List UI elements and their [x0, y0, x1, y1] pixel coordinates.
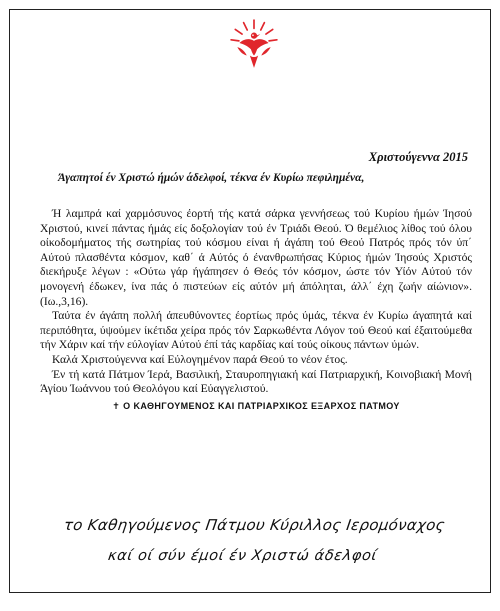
letter-body — [40, 207, 472, 413]
office-title: Ο ΚΑΘΗΓΟΥΜΕΝΟΣ ΚΑΙ ΠΑΤΡΙΑΡΧΙΚΟΣ ΕΞΑΡΧΟΣ ΠΑΤΜΟΥ — [123, 400, 400, 411]
letter-date: Χριστούγεννα 2015 — [368, 150, 468, 164]
paragraph-monastery: Έν τή κατά Πάτμον Ίερά, Βασιλική, Σταυροπηγιακή καί Πατριαρχική, Κοινοβιακή Μονή Άγίου Ίωάννου τού Θεολόγου καί Εύαγγελιστού. — [40, 367, 472, 396]
office-line — [40, 399, 472, 414]
paragraph-nativity: Ή λαμπρά καί χαρμόσυνος έορτή τής κατά σάρκα γεννήσεως τού Κυρίου ήμών Ίησού Χριστού, κινεί πάντας ήμάς είς δοξολογίαν τού έν Τριάδι Θεού. Ό θεμέλιος λίθος τού όλου οίκοδομήματος τής σωτηρίας τού κόσμου είναι ή άγάπη τού Θεού Πατρός πρός τόν ύπ΄ Αύτού πλασθέντα κόσμον, καθ΄ ά Αύτός ό ένανθρωπήσας Κύριος ήμών Ίησούς Χριστός διεκήρυξε λέγων : «Ούτω γάρ ήγάπησεν ό Θεός τόν κόσμον, ώστε τόν Υίόν Αύτού τόν μονογενή έδωκεν, ίνα πάς ό πιστεύων είς αύτόν μή άπόληται, άλλ΄ έχη ζωήν αίώνιον». (Ιω.,3,16). — [40, 207, 472, 308]
cross-icon: ✝ — [112, 400, 121, 411]
paragraph-wishes: Καλά Χριστούγεννα καί Εύλογημένον παρά Θεού το νέον έτος. — [52, 352, 348, 366]
letter-greeting: Άγαπητοί έν Χριστώ ήμών άδελφοί, τέκνα έν Κυρίω πεφιλημένα, — [58, 172, 365, 184]
handwritten-signature-brothers: καί οί σύν έμοί έν Χριστώ άδελφοί — [106, 548, 379, 564]
letter-page — [9, 9, 491, 593]
paragraph-blessing: Ταύτα έν άγάπη πολλή άπευθύνοντες έορτίως πρός ύμάς, τέκνα έν Κυρίω άγαπητά καί περιπόθητα, ύψούμεν ίκέτιδα χείρα πρός τόν Σαρκωθέντα Λόγον τού Θεού καί έξαιτούμεθα τήν Χάριν καί τήν εύλογίαν Αύτού έπί τάς καρδίας καί τούς οίκους πάντων ύμών. — [40, 309, 472, 352]
phoenix-emblem-icon — [228, 18, 280, 70]
handwritten-signature-title: το Καθηγούμενος Πάτμου Κύριλλος Ιερομόναχος — [62, 516, 447, 534]
